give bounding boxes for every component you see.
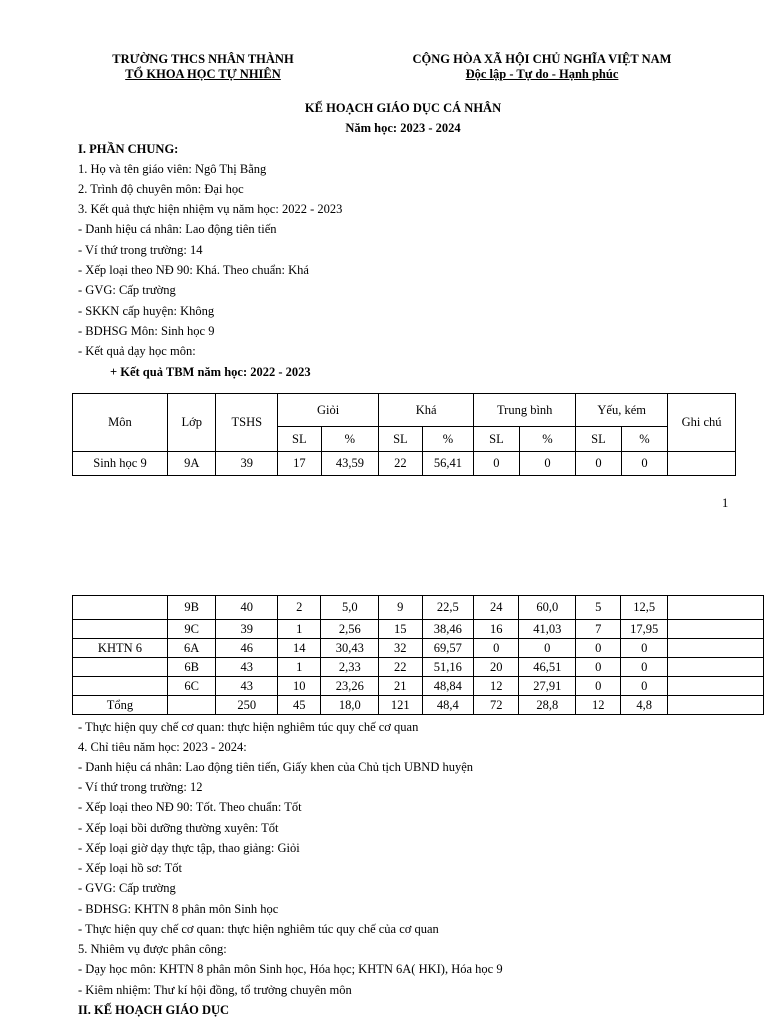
table-cell: 0 <box>576 658 621 677</box>
col-header-excellent: Giỏi <box>278 394 379 427</box>
department-name: TỔ KHOA HỌC TỰ NHIÊN <box>125 67 281 81</box>
table-cell: 0 <box>621 658 667 677</box>
table-cell: 20 <box>474 658 519 677</box>
table-cell <box>668 452 736 476</box>
table-cell <box>667 677 763 696</box>
table-cell <box>73 596 168 620</box>
info-line: - Kết quả dạy học môn: <box>78 344 196 358</box>
table-cell <box>167 696 215 715</box>
table-cell: KHTN 6 <box>73 639 168 658</box>
table-cell: 0 <box>621 452 668 476</box>
col-header-average: Trung bình <box>474 394 576 427</box>
subheader-count: SL <box>278 427 321 452</box>
table-cell: 0 <box>474 639 519 658</box>
subheader-percent: % <box>621 427 668 452</box>
info-line: - SKKN cấp huyện: Không <box>78 304 215 318</box>
table-cell: 46,51 <box>519 658 576 677</box>
table-cell: 121 <box>379 696 422 715</box>
info-line: - Thực hiện quy chế cơ quan: thực hiện nghiêm túc quy chế cơ quan <box>78 720 419 734</box>
table-cell: 21 <box>379 677 422 696</box>
table-cell: 48,4 <box>422 696 474 715</box>
result-heading: + Kết quả TBM năm học: 2022 - 2023 <box>110 365 311 379</box>
subheader-percent: % <box>422 427 474 452</box>
table-cell: 0 <box>519 452 576 476</box>
info-line: - GVG: Cấp trường <box>78 881 176 895</box>
table-cell: 32 <box>379 639 422 658</box>
info-line: - GVG: Cấp trường <box>78 283 176 297</box>
info-line: - BDHSG Môn: Sinh học 9 <box>78 324 215 338</box>
subheader-percent: % <box>321 427 379 452</box>
info-line: 2. Trình độ chuyên môn: Đại học <box>78 182 244 196</box>
table-row <box>73 639 764 658</box>
country-name: CỘNG HÒA XÃ HỘI CHỦ NGHĨA VIỆT NAM <box>412 52 672 66</box>
table-cell: 60,0 <box>519 596 576 620</box>
subheader-percent: % <box>519 427 576 452</box>
table-cell: 16 <box>474 620 519 639</box>
table-cell: 6C <box>167 677 215 696</box>
results-table-header <box>72 393 736 476</box>
table-cell <box>73 620 168 639</box>
table-cell: 0 <box>576 452 621 476</box>
info-line: - Kiêm nhiệm: Thư kí hội đồng, tổ trưởng chuyên môn <box>78 983 352 997</box>
table-cell: 0 <box>576 677 621 696</box>
table-cell: 46 <box>216 639 278 658</box>
info-line: - Danh hiệu cá nhân: Lao động tiên tiến <box>78 222 277 236</box>
table-cell <box>667 639 763 658</box>
table-cell: 48,84 <box>422 677 474 696</box>
table-cell <box>73 658 168 677</box>
table-cell: 12 <box>576 696 621 715</box>
table-cell: 15 <box>379 620 422 639</box>
table-cell: 9A <box>167 452 216 476</box>
table-cell: 43 <box>216 677 278 696</box>
col-header-total: TSHS <box>216 394 278 452</box>
info-line: - Thực hiện quy chế cơ quan: thực hiện nghiêm túc quy chế của cơ quan <box>78 922 439 936</box>
subheader-count: SL <box>379 427 422 452</box>
table-cell: Tổng <box>73 696 168 715</box>
info-line: - Xếp loại giờ dạy thực tập, thao giảng: Giỏi <box>78 841 300 855</box>
table-cell: 7 <box>576 620 621 639</box>
table-cell <box>667 620 763 639</box>
table-cell: 56,41 <box>422 452 474 476</box>
table-cell: 30,43 <box>321 639 379 658</box>
col-header-notes: Ghi chú <box>668 394 736 452</box>
table-cell: 0 <box>576 639 621 658</box>
table-row-total <box>73 696 764 715</box>
table-cell: 0 <box>474 452 519 476</box>
table-cell: 12,5 <box>621 596 667 620</box>
table-cell: 9 <box>379 596 422 620</box>
table-cell: 17,95 <box>621 620 667 639</box>
table-cell: 0 <box>519 639 576 658</box>
table-cell <box>667 658 763 677</box>
table-cell: 5,0 <box>321 596 379 620</box>
section-heading-plan: II. KẾ HOẠCH GIÁO DỤC <box>78 1003 230 1017</box>
table-cell: 4,8 <box>621 696 667 715</box>
table-cell: 10 <box>278 677 321 696</box>
table-cell: 6A <box>167 639 215 658</box>
table-cell: 39 <box>216 620 278 639</box>
table-cell: 39 <box>216 452 278 476</box>
info-line: - Ví thứ trong trường: 14 <box>78 243 203 257</box>
table-cell: 51,16 <box>422 658 474 677</box>
info-line: - Ví thứ trong trường: 12 <box>78 780 203 794</box>
table-row <box>73 677 764 696</box>
col-header-subject: Môn <box>73 394 168 452</box>
table-cell: 9B <box>167 596 215 620</box>
table-cell: 27,91 <box>519 677 576 696</box>
info-line: - Xếp loại theo NĐ 90: Khá. Theo chuẩn: Khá <box>78 263 309 277</box>
table-cell: 22 <box>379 452 422 476</box>
info-line: - Xếp loại bồi dưỡng thường xuyên: Tốt <box>78 821 279 835</box>
subheader-count: SL <box>474 427 519 452</box>
table-cell: 250 <box>216 696 278 715</box>
table-cell: Sinh học 9 <box>73 452 168 476</box>
table-cell: 18,0 <box>321 696 379 715</box>
info-line: - Danh hiệu cá nhân: Lao động tiên tiến, Giấy khen của Chủ tịch UBND huyện <box>78 760 474 774</box>
page-number: 1 <box>722 496 729 510</box>
table-cell: 1 <box>278 658 321 677</box>
info-line: - BDHSG: KHTN 8 phân môn Sinh học <box>78 902 279 916</box>
table-cell: 9C <box>167 620 215 639</box>
table-cell: 0 <box>621 677 667 696</box>
table-cell: 2,33 <box>321 658 379 677</box>
table-row <box>73 596 764 620</box>
table-row <box>73 620 764 639</box>
table-cell: 2,56 <box>321 620 379 639</box>
info-line: 3. Kết quả thực hiện nhiệm vụ năm học: 2022 - 2023 <box>78 202 343 216</box>
info-line: - Xếp loại theo NĐ 90: Tốt. Theo chuẩn: Tốt <box>78 800 302 814</box>
table-cell <box>73 677 168 696</box>
info-line: 4. Chỉ tiêu năm học: 2023 - 2024: <box>78 740 247 754</box>
table-row <box>73 452 736 476</box>
table-cell: 1 <box>278 620 321 639</box>
table-cell: 43 <box>216 658 278 677</box>
table-cell: 69,57 <box>422 639 474 658</box>
table-cell: 22 <box>379 658 422 677</box>
info-line: 1. Họ và tên giáo viên: Ngô Thị Bằng <box>78 162 267 176</box>
national-motto: Độc lập - Tự do - Hạnh phúc <box>465 67 619 81</box>
table-cell: 24 <box>474 596 519 620</box>
table-cell: 22,5 <box>422 596 474 620</box>
table-cell: 2 <box>278 596 321 620</box>
table-cell: 14 <box>278 639 321 658</box>
page-title: KẾ HOẠCH GIÁO DỤC CÁ NHÂN <box>304 101 502 115</box>
section-heading-general: I. PHẦN CHUNG: <box>78 142 179 156</box>
table-cell: 45 <box>278 696 321 715</box>
table-cell: 41,03 <box>519 620 576 639</box>
table-cell: 17 <box>278 452 321 476</box>
col-header-class: Lớp <box>167 394 216 452</box>
col-header-weak: Yếu, kém <box>576 394 668 427</box>
table-cell <box>667 596 763 620</box>
table-cell: 38,46 <box>422 620 474 639</box>
table-row <box>73 658 764 677</box>
info-line: - Xếp loại hồ sơ: Tốt <box>78 861 182 875</box>
table-cell: 0 <box>621 639 667 658</box>
info-line: - Dạy học môn: KHTN 8 phân môn Sinh học, Hóa học; KHTN 6A( HKI), Hóa học 9 <box>78 962 503 976</box>
table-cell: 72 <box>474 696 519 715</box>
table-cell: 40 <box>216 596 278 620</box>
table-cell: 6B <box>167 658 215 677</box>
results-table-continued <box>72 595 764 715</box>
info-line: 5. Nhiêm vụ được phân công: <box>78 942 227 956</box>
table-cell: 5 <box>576 596 621 620</box>
col-header-good: Khá <box>379 394 474 427</box>
table-cell: 43,59 <box>321 452 379 476</box>
subheader-count: SL <box>576 427 621 452</box>
table-cell: 28,8 <box>519 696 576 715</box>
school-year: Năm học: 2023 - 2024 <box>345 121 461 135</box>
table-cell: 23,26 <box>321 677 379 696</box>
table-cell <box>667 696 763 715</box>
table-cell: 12 <box>474 677 519 696</box>
school-name: TRƯỜNG THCS NHÂN THÀNH <box>112 52 294 66</box>
